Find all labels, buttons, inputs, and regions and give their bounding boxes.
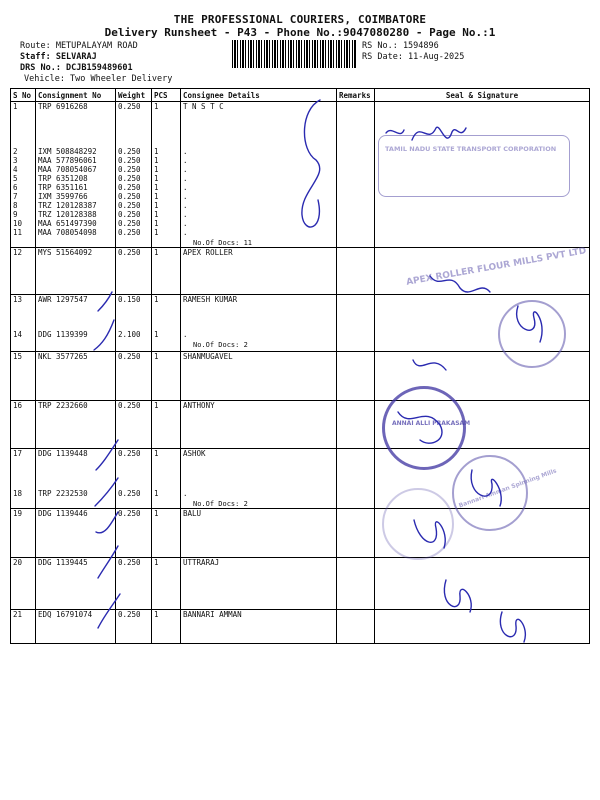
consignment-cell-text: DDG 1139445	[38, 558, 88, 567]
route-label: Route: METUPALAYAM ROAD	[20, 41, 138, 51]
remarks-cell	[337, 210, 375, 219]
table-row	[11, 400, 590, 448]
consignment-cell-text: TRP 6916268	[38, 102, 88, 111]
sno-cell-text: 18	[13, 489, 23, 498]
consignee-cell	[181, 102, 337, 147]
consignment-cell	[36, 201, 116, 210]
consignment-cell	[36, 183, 116, 192]
weight-cell-text: 0.250	[118, 102, 141, 111]
company-title: THE PROFESSIONAL COURIERS, COIMBATORE	[173, 13, 427, 26]
consignee-cell-text: .	[183, 227, 188, 237]
remarks-cell	[337, 165, 375, 174]
consignment-cell	[36, 247, 116, 294]
pcs-cell-text: 1	[154, 247, 159, 257]
pcs-cell	[152, 489, 181, 509]
consignment-cell-text: MAA 708054067	[38, 164, 97, 174]
pcs-cell	[152, 174, 181, 183]
rs-date: RS Date: 11-Aug-2025	[362, 52, 465, 62]
consignment-cell-text: MYS 51564092	[38, 247, 93, 257]
consignee-cell	[181, 210, 337, 219]
col-consignment: Consignment No	[36, 89, 116, 102]
consignment-cell	[36, 558, 116, 610]
consignee-cell	[181, 247, 337, 294]
sno-cell	[11, 448, 36, 489]
pcs-cell	[152, 558, 181, 610]
pcs-cell-text: 1	[154, 155, 159, 165]
weight-cell	[116, 210, 152, 219]
vehicle-label: Vehicle: Two Wheeler Delivery	[24, 74, 173, 84]
consignment-cell	[36, 448, 116, 489]
consignment-cell	[36, 400, 116, 448]
consignment-cell-text: MAA 651497390	[38, 218, 97, 228]
weight-cell	[116, 351, 152, 400]
docs-count: No.Of Docs: 2	[193, 500, 248, 508]
consignee-cell	[181, 351, 337, 400]
consignment-cell	[36, 210, 116, 219]
remarks-cell	[337, 147, 375, 156]
consignment-cell	[36, 219, 116, 228]
pcs-cell	[152, 102, 181, 147]
pcs-cell-text: 1	[154, 173, 159, 183]
sno-cell-text: 9	[13, 209, 18, 219]
sno-cell	[11, 156, 36, 165]
docs-count: No.Of Docs: 11	[193, 238, 253, 247]
bannari-stamp-1	[498, 300, 566, 368]
consignment-cell-text: MAA 708054098	[38, 227, 97, 237]
pcs-cell	[152, 165, 181, 174]
col-sno: S No	[11, 89, 36, 102]
consignment-cell	[36, 351, 116, 400]
pcs-cell	[152, 448, 181, 489]
sno-cell-text: 3	[13, 155, 18, 165]
sno-cell-text: 13	[13, 294, 23, 304]
sno-cell	[11, 610, 36, 644]
sno-cell-text: 20	[13, 558, 23, 567]
consignment-cell-text: TRP 2232660	[38, 400, 88, 410]
consignee-cell-text: .	[183, 209, 188, 219]
pcs-cell-text: 1	[154, 610, 159, 619]
table-row	[11, 228, 590, 248]
pcs-cell-text: 1	[154, 330, 159, 339]
pcs-cell-text: 1	[154, 509, 159, 518]
consignee-cell-text: UTTRARAJ	[183, 558, 220, 567]
consignee-cell-text: .	[183, 330, 188, 339]
consignee-cell	[181, 489, 337, 509]
pcs-cell	[152, 201, 181, 210]
pcs-cell	[152, 351, 181, 400]
consignment-cell	[36, 330, 116, 351]
consignment-cell-text: TRP 6351208	[38, 173, 88, 183]
weight-cell-text: 0.250	[118, 209, 141, 219]
consignment-cell	[36, 509, 116, 558]
sno-cell	[11, 294, 36, 330]
pcs-cell-text: 1	[154, 191, 159, 201]
consignee-cell-text: SHANMUGAVEL	[183, 351, 233, 361]
remarks-cell	[337, 228, 375, 248]
pcs-cell-text: 1	[154, 146, 159, 156]
sno-cell-text: 21	[13, 610, 23, 619]
pcs-cell	[152, 219, 181, 228]
pcs-cell-text: 1	[154, 102, 159, 111]
staff-label: Staff: SELVARAJ	[20, 52, 97, 62]
sno-cell-text: 14	[13, 330, 23, 339]
sno-cell	[11, 509, 36, 558]
consignee-cell	[181, 201, 337, 210]
pcs-cell-text: 1	[154, 182, 159, 192]
sno-cell	[11, 174, 36, 183]
sno-cell-text: 5	[13, 173, 18, 183]
sno-cell	[11, 489, 36, 509]
table-row	[11, 610, 590, 644]
weight-cell	[116, 489, 152, 509]
consignee-cell	[181, 228, 337, 248]
table-row	[11, 219, 590, 228]
weight-cell-text: 0.250	[118, 400, 141, 410]
remarks-cell	[337, 558, 375, 610]
weight-cell	[116, 448, 152, 489]
annai-stamp-text: ANNAI ALLI PRAKASAM	[392, 420, 471, 427]
rs-number: RS No.: 1594896	[362, 41, 439, 51]
sno-cell-text: 17	[13, 448, 23, 458]
consignee-cell	[181, 400, 337, 448]
consignment-cell-text: TRP 2232530	[38, 489, 88, 498]
remarks-cell	[337, 201, 375, 210]
sno-cell	[11, 400, 36, 448]
pcs-cell	[152, 294, 181, 330]
consignee-cell	[181, 294, 337, 330]
consignee-cell-text: ANTHONY	[183, 400, 215, 410]
weight-cell-text: 0.250	[118, 558, 141, 567]
sno-cell-text: 19	[13, 509, 23, 518]
remarks-cell	[337, 294, 375, 330]
consignment-cell-text: IXM 3599766	[38, 191, 88, 201]
weight-cell-text: 0.250	[118, 489, 141, 498]
pcs-cell-text: 1	[154, 218, 159, 228]
sno-cell-text: 8	[13, 200, 18, 210]
remarks-cell	[337, 156, 375, 165]
pcs-cell-text: 1	[154, 400, 159, 410]
seal-cell	[375, 610, 590, 644]
weight-cell-text: 0.250	[118, 200, 141, 210]
consignment-cell	[36, 156, 116, 165]
consignment-cell-text: DDG 1139448	[38, 448, 88, 458]
pcs-cell	[152, 147, 181, 156]
consignee-cell	[181, 174, 337, 183]
weight-cell-text: 0.250	[118, 448, 141, 458]
sno-cell-text: 12	[13, 247, 23, 257]
consignment-cell	[36, 102, 116, 147]
consignee-cell	[181, 192, 337, 201]
remarks-cell	[337, 247, 375, 294]
sno-cell-text: 1	[13, 102, 18, 111]
consignment-cell-text: AWR 1297547	[38, 294, 88, 304]
seal-cell	[375, 210, 590, 219]
sno-cell	[11, 247, 36, 294]
consignee-cell-text: BANNARI AMMAN	[183, 610, 242, 619]
consignee-cell-text: .	[183, 200, 188, 210]
sno-cell-text: 16	[13, 400, 23, 410]
weight-cell-text: 0.150	[118, 294, 141, 304]
consignment-cell	[36, 610, 116, 644]
consignee-cell	[181, 219, 337, 228]
sno-cell	[11, 219, 36, 228]
consignment-cell-text: EDQ 16791074	[38, 610, 93, 619]
weight-cell	[116, 509, 152, 558]
sno-cell	[11, 201, 36, 210]
table-row	[11, 351, 590, 400]
seal-cell	[375, 228, 590, 248]
weight-cell	[116, 147, 152, 156]
faded-stamp	[382, 488, 454, 560]
drs-number: DRS No.: DCJB159489601	[20, 63, 133, 73]
consignee-cell	[181, 165, 337, 174]
weight-cell	[116, 400, 152, 448]
consignment-cell	[36, 228, 116, 248]
consignee-cell	[181, 183, 337, 192]
runsheet-subtitle: Delivery Runsheet - P43 - Phone No.:9047080280 - Page No.:1	[104, 26, 496, 39]
consignee-cell	[181, 448, 337, 489]
remarks-cell	[337, 610, 375, 644]
tnstc-stamp-text: TAMIL NADU STATE TRANSPORT CORPORATION	[385, 145, 557, 153]
sno-cell-text: 15	[13, 351, 23, 361]
consignment-cell-text: TRZ 120128387	[38, 200, 97, 210]
sno-cell-text: 11	[13, 227, 23, 237]
col-seal: Seal & Signature	[375, 89, 590, 102]
consignee-cell-text: APEX ROLLER	[183, 247, 233, 257]
annai-stamp	[382, 386, 466, 470]
pcs-cell	[152, 210, 181, 219]
weight-cell	[116, 228, 152, 248]
weight-cell	[116, 330, 152, 351]
pcs-cell-text: 1	[154, 227, 159, 237]
consignment-cell-text: NKL 3577265	[38, 351, 88, 361]
weight-cell	[116, 294, 152, 330]
sno-cell	[11, 102, 36, 147]
weight-cell	[116, 558, 152, 610]
weight-cell-text: 0.250	[118, 218, 141, 228]
consignee-cell-text: .	[183, 218, 188, 228]
consignment-cell-text: TRP 6351161	[38, 182, 88, 192]
pcs-cell-text: 1	[154, 448, 159, 458]
sno-cell	[11, 228, 36, 248]
consignee-cell-text: .	[183, 182, 188, 192]
consignee-cell	[181, 330, 337, 351]
remarks-cell	[337, 192, 375, 201]
weight-cell-text: 0.250	[118, 509, 141, 518]
pcs-cell-text: 1	[154, 489, 159, 498]
remarks-cell	[337, 489, 375, 509]
pcs-cell	[152, 183, 181, 192]
remarks-cell	[337, 448, 375, 489]
sno-cell	[11, 147, 36, 156]
consignee-cell-text: .	[183, 173, 188, 183]
pcs-cell-text: 1	[154, 351, 159, 361]
consignment-cell	[36, 489, 116, 509]
sno-cell	[11, 351, 36, 400]
seal-cell	[375, 201, 590, 210]
col-remarks: Remarks	[337, 89, 375, 102]
weight-cell	[116, 219, 152, 228]
consignee-cell-text: .	[183, 489, 188, 498]
table-row	[11, 558, 590, 610]
weight-cell	[116, 192, 152, 201]
weight-cell	[116, 201, 152, 210]
consignee-cell	[181, 147, 337, 156]
table-header	[11, 89, 590, 102]
weight-cell-text: 0.250	[118, 351, 141, 361]
sno-cell	[11, 330, 36, 351]
consignee-cell-text: .	[183, 191, 188, 201]
sno-cell	[11, 210, 36, 219]
weight-cell-text: 0.250	[118, 146, 141, 156]
consignment-cell	[36, 294, 116, 330]
pcs-cell-text: 1	[154, 558, 159, 567]
pcs-cell	[152, 610, 181, 644]
pcs-cell	[152, 247, 181, 294]
pcs-cell-text: 1	[154, 164, 159, 174]
consignee-cell-text: .	[183, 155, 188, 165]
sno-cell	[11, 192, 36, 201]
weight-cell-text: 0.250	[118, 191, 141, 201]
weight-cell-text: 0.250	[118, 610, 141, 619]
remarks-cell	[337, 400, 375, 448]
seal-cell	[375, 219, 590, 228]
pcs-cell-text: 1	[154, 209, 159, 219]
consignment-cell	[36, 165, 116, 174]
weight-cell-text: 0.250	[118, 155, 141, 165]
remarks-cell	[337, 219, 375, 228]
sno-cell-text: 10	[13, 218, 23, 228]
bannari-stamp-text: Bannari Amman Spinning Mills	[457, 467, 558, 510]
consignee-cell-text: .	[183, 164, 188, 174]
consignee-cell	[181, 610, 337, 644]
sno-cell-text: 4	[13, 164, 18, 174]
pcs-cell	[152, 228, 181, 248]
consignment-cell-text: TRZ 120128388	[38, 209, 97, 219]
consignment-cell-text: MAA 577896061	[38, 155, 97, 165]
consignee-cell-text: RAMESH KUMAR	[183, 294, 238, 304]
col-weight: Weight	[116, 89, 152, 102]
weight-cell	[116, 156, 152, 165]
sno-cell-text: 7	[13, 191, 18, 201]
pcs-cell	[152, 156, 181, 165]
docs-count: No.Of Docs: 2	[193, 341, 248, 349]
weight-cell-text: 0.250	[118, 182, 141, 192]
consignee-cell	[181, 509, 337, 558]
weight-cell-text: 0.250	[118, 247, 141, 257]
weight-cell	[116, 102, 152, 147]
consignment-cell-text: IXM 508848292	[38, 146, 97, 156]
sno-cell-text: 2	[13, 146, 18, 156]
apex-stamp-text: APEX ROLLER FLOUR MILLS PVT LTD	[405, 246, 588, 288]
consignment-cell-text: DDG 1139399	[38, 330, 88, 339]
consignee-cell	[181, 558, 337, 610]
weight-cell-text: 0.250	[118, 164, 141, 174]
consignment-cell	[36, 147, 116, 156]
consignment-cell	[36, 174, 116, 183]
table-row	[11, 201, 590, 210]
sno-cell	[11, 558, 36, 610]
table-row	[11, 210, 590, 219]
consignee-cell-text: ASHOK	[183, 448, 206, 458]
barcode	[232, 40, 356, 68]
remarks-cell	[337, 102, 375, 147]
consignee-cell	[181, 156, 337, 165]
weight-cell	[116, 183, 152, 192]
pcs-cell-text: 1	[154, 200, 159, 210]
remarks-cell	[337, 183, 375, 192]
col-consignee: Consignee Details	[181, 89, 337, 102]
sno-cell	[11, 165, 36, 174]
weight-cell-text: 2.100	[118, 330, 141, 339]
weight-cell-text: 0.250	[118, 227, 141, 237]
weight-cell-text: 0.250	[118, 173, 141, 183]
sno-cell-text: 6	[13, 182, 18, 192]
col-pcs: PCS	[152, 89, 181, 102]
consignee-cell-text: BALU	[183, 509, 202, 518]
pcs-cell	[152, 192, 181, 201]
weight-cell	[116, 174, 152, 183]
weight-cell	[116, 247, 152, 294]
seal-cell	[375, 558, 590, 610]
pcs-cell	[152, 400, 181, 448]
pcs-cell-text: 1	[154, 294, 159, 304]
remarks-cell	[337, 330, 375, 351]
sno-cell	[11, 183, 36, 192]
consignee-cell-text: .	[183, 146, 188, 156]
pcs-cell	[152, 509, 181, 558]
consignment-cell	[36, 192, 116, 201]
remarks-cell	[337, 174, 375, 183]
consignment-cell-text: DDG 1139446	[38, 509, 88, 518]
pcs-cell	[152, 330, 181, 351]
remarks-cell	[337, 509, 375, 558]
consignee-cell-text: T N S T C	[183, 102, 224, 111]
weight-cell	[116, 165, 152, 174]
remarks-cell	[337, 351, 375, 400]
weight-cell	[116, 610, 152, 644]
